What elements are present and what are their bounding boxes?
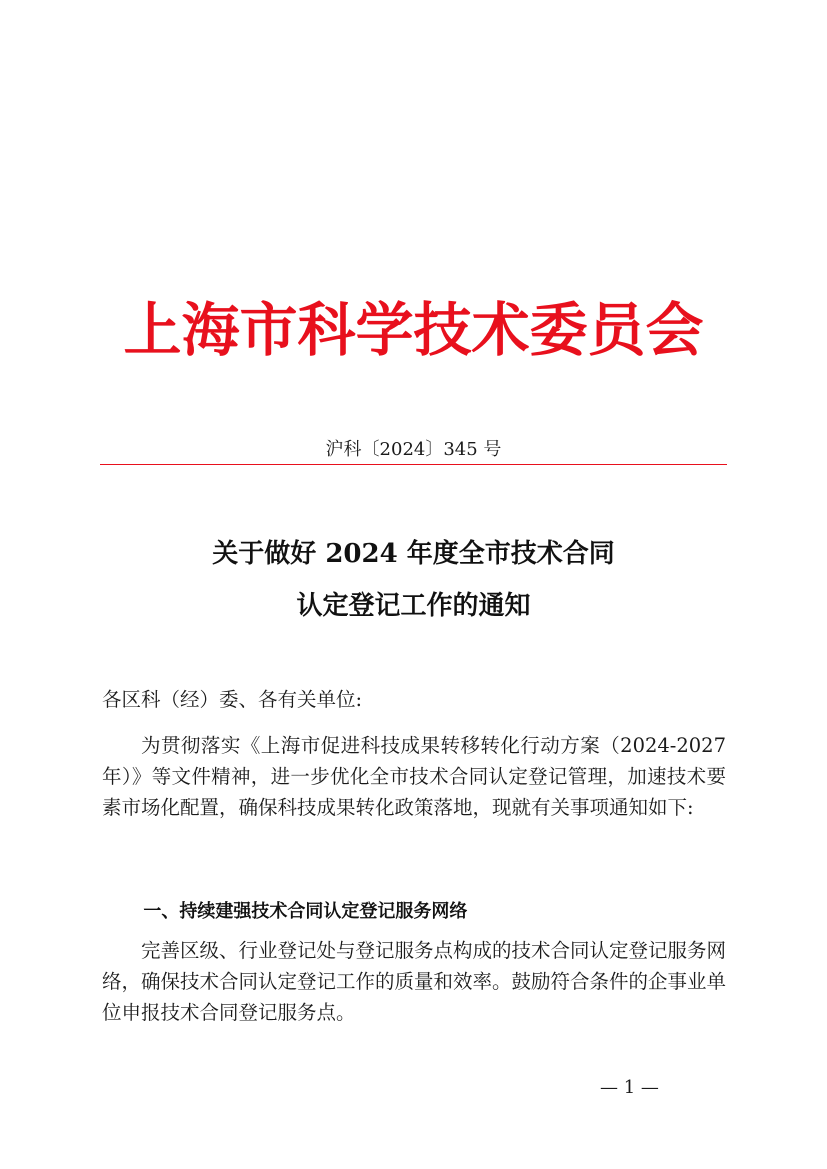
document-title-line-2: 认定登记工作的通知 <box>296 591 531 621</box>
document-title-line-1: 关于做好 2024 年度全市技术合同 <box>212 539 615 569</box>
salutation: 各区科（经）委、各有关单位: <box>102 688 363 711</box>
document-title <box>0 528 827 632</box>
red-divider-line <box>100 464 727 465</box>
body-paragraph-1: 为贯彻落实《上海市促进科技成果转移转化行动方案（2024-2027 年）》等文件精神，进一步优化全市技术合同认定登记管理，加速技术要素市场化配置，确保科技成果转化政策落地，现就有关事项通知如下: <box>102 734 726 819</box>
page-number: — 1 — <box>600 1077 659 1098</box>
body-paragraph-2: 完善区级、行业登记处与登记服务点构成的技术合同认定登记服务网络，确保技术合同认定登记工作的质量和效率。鼓励符合条件的企事业单位申报技术合同登记服务点。 <box>102 939 727 1024</box>
document-number: 沪科〔2024〕345 号 <box>325 439 502 460</box>
issuer-masthead: 上海市科学技术委员会 <box>123 296 704 364</box>
section-heading-1: 一、持续建强技术合同认定登记服务网络 <box>143 901 468 922</box>
